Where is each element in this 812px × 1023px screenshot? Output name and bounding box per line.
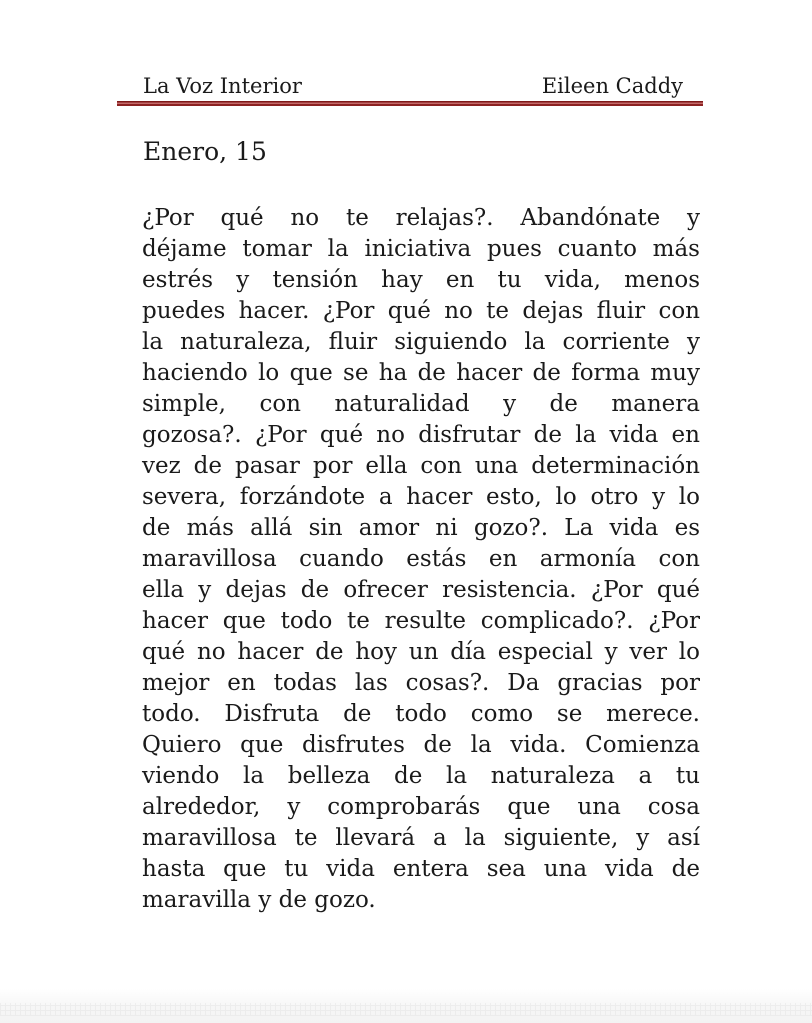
running-header	[143, 74, 683, 98]
body-line: Quiero que disfrutes de la vida. Comienza	[142, 732, 700, 758]
body-line: maravillosa cuando estás en armonía con	[142, 546, 700, 572]
body-line: simple, con naturalidad y de manera	[142, 391, 700, 417]
body-line: ¿Por qué no te relajas?. Abandónate y	[142, 205, 700, 231]
page-edge-pattern	[0, 1003, 812, 1016]
body-line: hacer que todo te resulte complicado?. ¿Por	[142, 608, 700, 634]
body-line: hasta que tu vida entera sea una vida de	[142, 856, 700, 882]
header-rule	[117, 101, 703, 107]
body-line: todo. Disfruta de todo como se merece.	[142, 701, 700, 727]
body-line: estrés y tensión hay en tu vida, menos	[142, 267, 700, 293]
running-header-title: La Voz Interior	[143, 74, 302, 98]
body-line: vez de pasar por ella con una determinación	[142, 453, 700, 479]
body-line: déjame tomar la iniciativa pues cuanto más	[142, 236, 700, 262]
body-line: severa, forzándote a hacer esto, lo otro y lo	[142, 484, 700, 510]
section-title: Enero, 15	[143, 137, 267, 166]
page-bottom-edge	[0, 989, 812, 1023]
body-line: mejor en todas las cosas?. Da gracias por	[142, 670, 700, 696]
body-line: haciendo lo que se ha de hacer de forma muy	[142, 360, 700, 386]
body-line: de más allá sin amor ni gozo?. La vida es	[142, 515, 700, 541]
body-line: la naturaleza, fluir siguiendo la corriente y	[142, 329, 700, 355]
body-line: maravillosa te llevará a la siguiente, y así	[142, 825, 700, 851]
body-line: maravilla y de gozo.	[142, 887, 376, 913]
body-line: qué no hacer de hoy un día especial y ver lo	[142, 639, 700, 665]
body-line: ella y dejas de ofrecer resistencia. ¿Por qué	[142, 577, 700, 603]
body-line: puedes hacer. ¿Por qué no te dejas fluir con	[142, 298, 700, 324]
body-line: viendo la belleza de la naturaleza a tu	[142, 763, 700, 789]
body-line: alrededor, y comprobarás que una cosa	[142, 794, 700, 820]
body-line: gozosa?. ¿Por qué no disfrutar de la vida en	[142, 422, 700, 448]
running-header-author: Eileen Caddy	[541, 74, 683, 98]
body-paragraph	[142, 203, 700, 916]
